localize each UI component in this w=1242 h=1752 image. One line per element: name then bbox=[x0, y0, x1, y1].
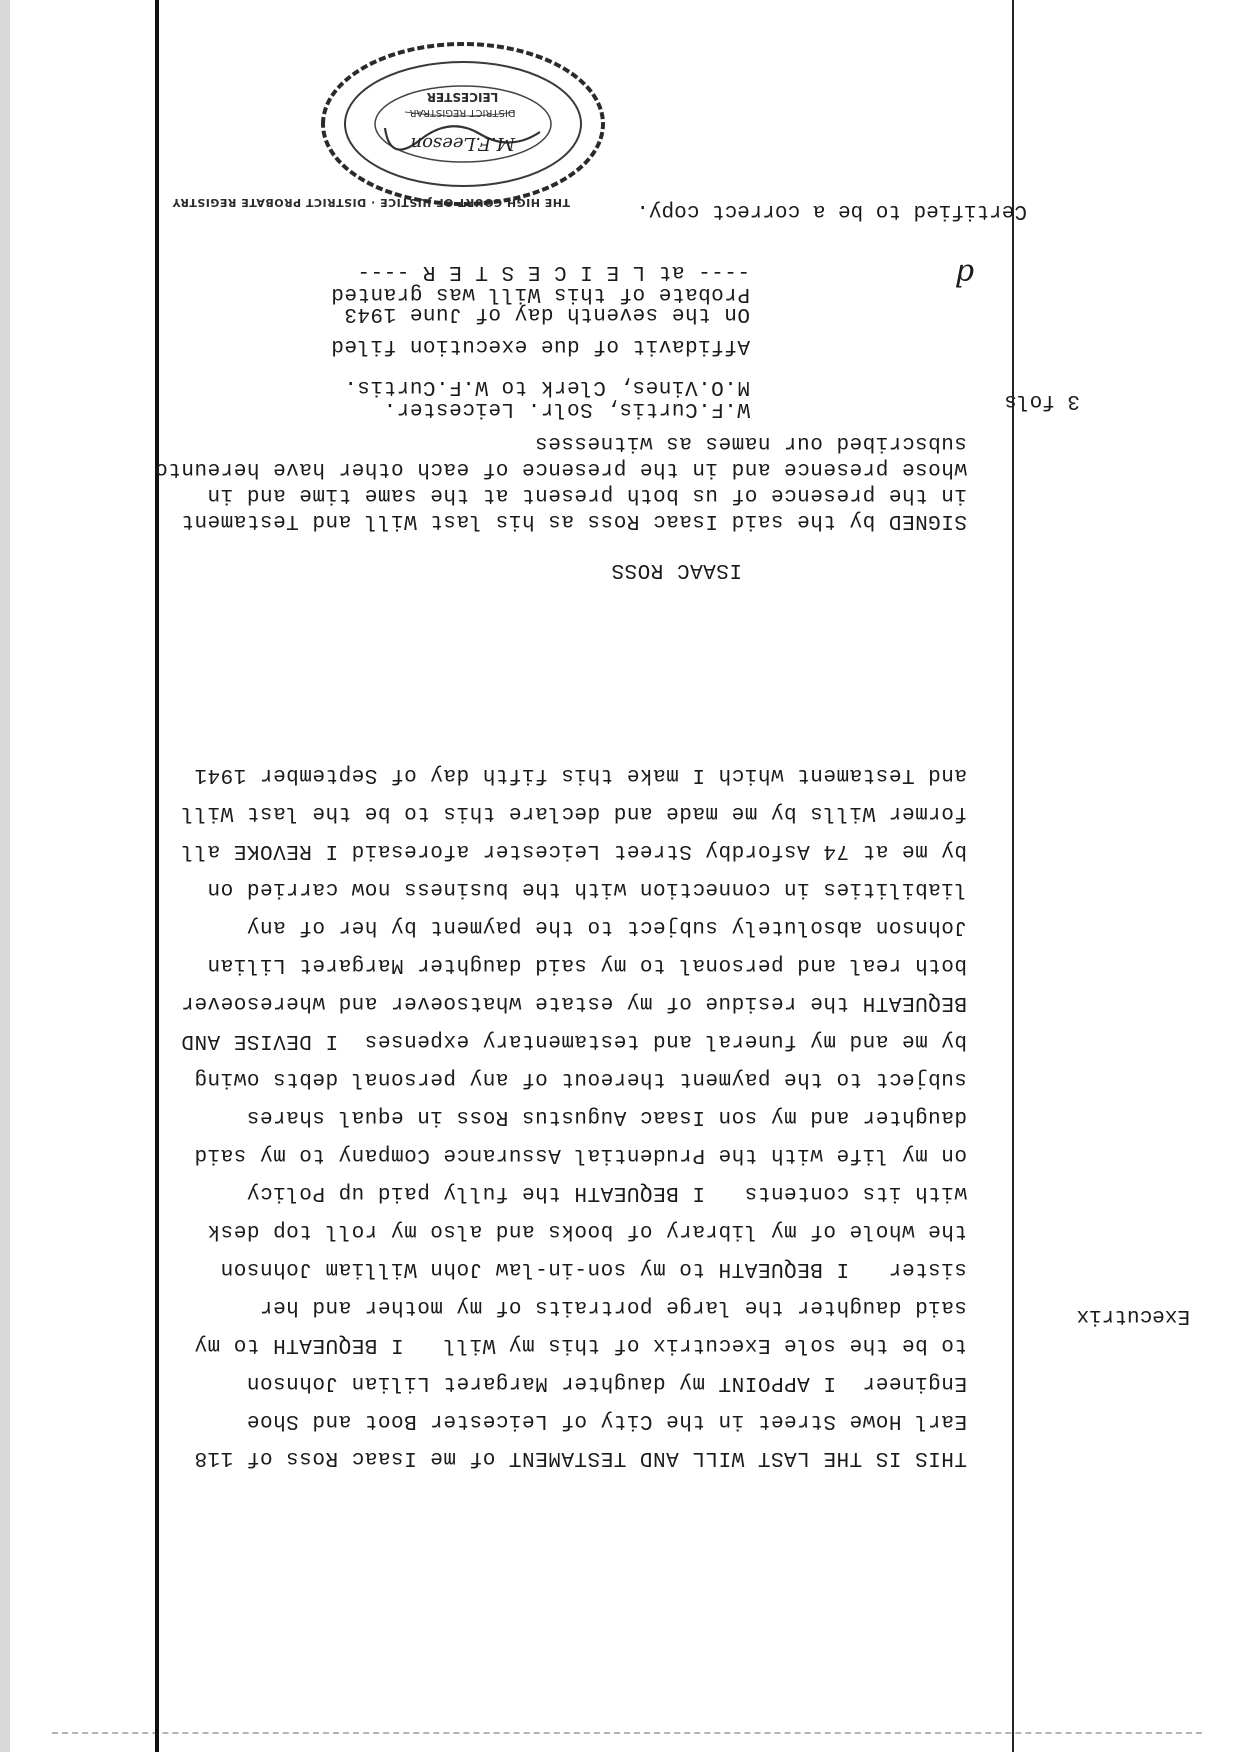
probate-line: Probate of this Will was granted bbox=[330, 282, 750, 305]
margin-note-executrix: Executrix bbox=[1076, 1304, 1190, 1327]
seal-outer-legend: THE HIGH COURT OF JUSTICE · DISTRICT PROBATE REGISTRY bbox=[171, 196, 570, 209]
will-line: said daughter the large portraits of my mother and her bbox=[259, 1295, 967, 1318]
will-line: liabilities in connection with the business now carried on bbox=[207, 877, 967, 900]
will-line: Earl Howe Street in the City of Leicester Boot and Shoe bbox=[246, 1409, 967, 1432]
will-line: with its contents I BEQUEATH the fully paid up Policy bbox=[246, 1181, 967, 1204]
will-line: daughter and my son Isaac Augustus Ross in equal shares bbox=[246, 1105, 967, 1128]
will-line: Engineer I APPOINT my daughter Margaret Lilian Johnson bbox=[246, 1371, 967, 1394]
will-line: and Testament which I make this fifth day of September 1941 bbox=[193, 763, 967, 786]
will-line: by me and my funeral and testamentary expenses I DEVISE AND bbox=[180, 1029, 967, 1052]
will-line: the whole of my library of books and also my roll top desk bbox=[207, 1219, 967, 1242]
testator-signature: ISAAC ROSS bbox=[610, 558, 742, 581]
will-line: by me at 74 Asfordby Street Leicester aforesaid I REVOKE all bbox=[180, 839, 967, 862]
left-margin-rule bbox=[1012, 0, 1014, 1752]
sheet-shadow-edge bbox=[0, 0, 10, 1752]
seal-registrar-label: DISTRICT REGISTRAR bbox=[409, 107, 516, 118]
seal-graphic bbox=[171, 37, 610, 212]
will-line: on my life with the Prudential Assurance Company to my said bbox=[193, 1143, 967, 1166]
attestation-line: whose presence and in the presence of each other have hereunto bbox=[154, 457, 967, 480]
attestation-line: SIGNED by the said Isaac Ross as his last Will and Testament bbox=[180, 509, 967, 532]
will-line: Johnson absolutely subject to the payment by her of any bbox=[246, 915, 967, 938]
registry-seal-stamp bbox=[171, 37, 610, 212]
probate-line: ---- at L E I C E S T E R ---- bbox=[356, 260, 750, 283]
seal-place-name: LEICESTER bbox=[426, 90, 499, 104]
witness-line: W.F.Curtis, Solr. Leicester. bbox=[383, 397, 750, 420]
will-line: sister I BEQUEATH to my son-in-law John William Johnson bbox=[220, 1257, 967, 1280]
will-line: subject to the payment thereout of any personal debts owing bbox=[193, 1067, 967, 1090]
will-line: THIS IS THE LAST WILL AND TESTAMENT of me Isaac Ross of 118 bbox=[193, 1446, 967, 1469]
right-margin-rule bbox=[155, 0, 159, 1752]
page-edge-dash bbox=[52, 1732, 1202, 1734]
handwritten-initial: d bbox=[954, 257, 974, 292]
certification-note: Certified to be a correct copy. bbox=[636, 199, 1027, 222]
attestation-clause bbox=[154, 431, 1112, 532]
seal-signature: M.F.Leeson bbox=[410, 133, 515, 154]
will-line: both real and personal to my said daughter Margaret Lilian bbox=[207, 953, 967, 976]
attestation-line: in the presence of us both present at the same time and in bbox=[207, 483, 967, 506]
probate-line: On the seventh day of June 1943 bbox=[343, 302, 750, 325]
probate-endorsement bbox=[331, 261, 750, 357]
probate-line: Affidavit of due execution filed bbox=[330, 334, 750, 357]
will-line: to be the sole Executrix of this my Will I BEQUEATH to my bbox=[193, 1333, 967, 1356]
margin-note-folios: 3 fols bbox=[1004, 389, 1080, 412]
will-line: former Wills by me made and declare this to be the last Will bbox=[180, 801, 967, 824]
witness-signatures bbox=[344, 372, 750, 420]
will-line: BEQUEATH the residue of my estate whatsoever and wheresoever bbox=[180, 991, 967, 1014]
attestation-line: subscribed our names as witnesses bbox=[534, 431, 967, 454]
witness-line: M.O.Vines, Clerk to W.F.Curtis. bbox=[343, 375, 750, 398]
